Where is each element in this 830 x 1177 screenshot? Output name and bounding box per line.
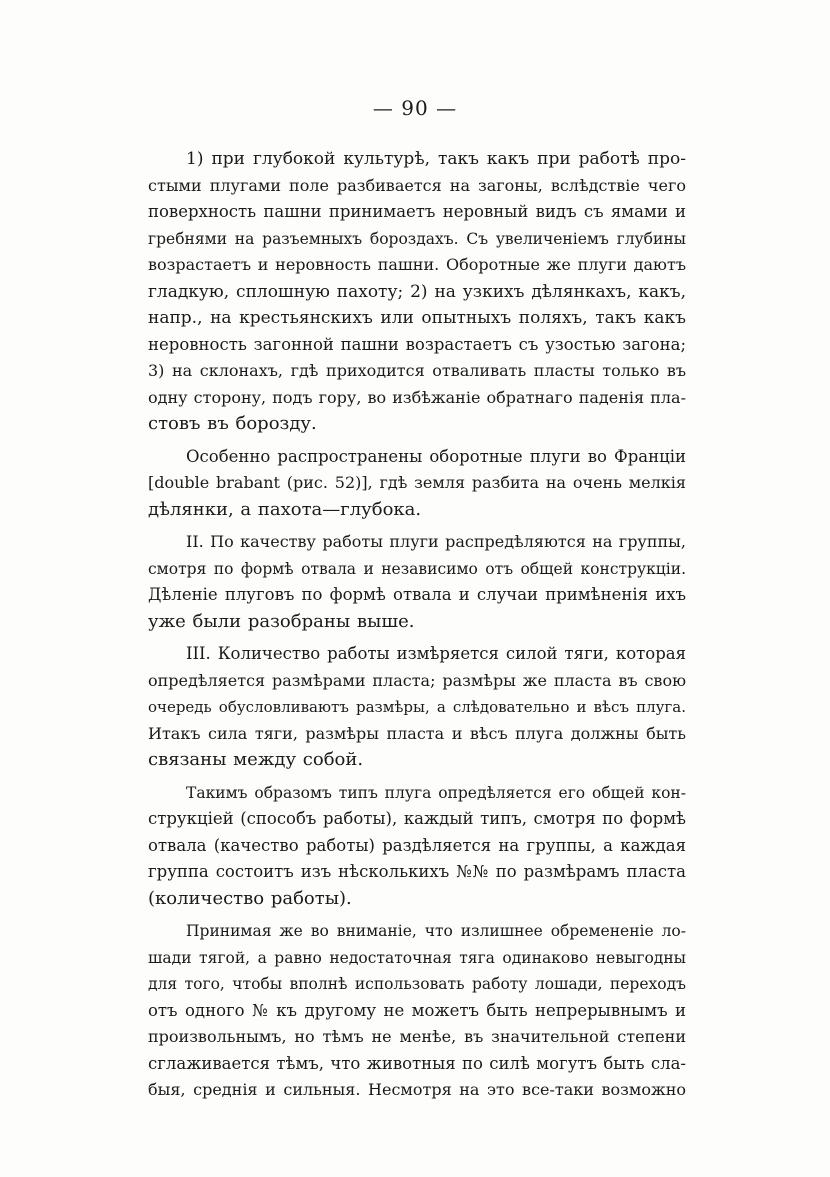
- text-line: Дѣленіе плуговъ по формѣ отвала и случаи примѣненія ихъ: [148, 585, 686, 604]
- text-line: 1) при глубокой культурѣ, такъ какъ при работѣ про-: [186, 149, 686, 169]
- text-line: напр., на крестьянскихъ или опытныхъ поляхъ, такъ какъ: [148, 308, 686, 328]
- text-line: шади тягой, а равно недостаточная тяга одинаково невыгодны: [148, 948, 686, 967]
- text-line: для того, чтобы вполнѣ использовать работу лошади, переходъ: [148, 975, 686, 993]
- text-line: III. Количество работы измѣряется силой тяги, которая: [186, 644, 686, 663]
- text-line: неровность загонной пашни возрастаетъ съ узостью загона;: [148, 334, 686, 354]
- text-line: стыми плугами поле разбивается на загоны, вслѣдствіе чего: [148, 175, 686, 195]
- text-line: II. По качеству работы плуги распредѣляются на группы,: [186, 532, 686, 551]
- text-line: быя, среднія и сильныя. Несмотря на это все-таки возможно: [148, 1080, 686, 1099]
- text-line: стовъ въ борозду.: [148, 413, 317, 434]
- text-line: 3) на склонахъ, гдѣ приходится отваливать пласты только въ: [148, 361, 686, 380]
- text-line: отъ одного № къ другому не можетъ быть непрерывнымъ и: [148, 1000, 686, 1020]
- text-line: струкціей (способъ работы), каждый типъ, смотря по формѣ: [148, 809, 686, 828]
- text-line: поверхность пашни принимаетъ неровный видъ съ ямами и: [148, 202, 686, 221]
- page-number: — 90 —: [372, 96, 458, 120]
- text-line: уже были разобраны выше.: [148, 610, 415, 632]
- text-line: смотря по формѣ отвала и независимо отъ общей конструкціи.: [148, 559, 686, 578]
- text-line: очередь обусловливаютъ размѣры, а слѣдовательно и вѣсъ плуга.: [148, 698, 686, 716]
- text-line: отвала (качество работы) раздѣляется на группы, а каждая: [148, 835, 686, 855]
- text-line: опредѣляется размѣрами пласта; размѣры же пласта въ свою: [148, 670, 686, 690]
- text-line: дѣлянки, а пахота—глубока.: [148, 498, 422, 520]
- text-line: Такимъ образомъ типъ плуга опредѣляется его общей кон-: [186, 783, 686, 802]
- text-line: [double brabant (рис. 52)], гдѣ земля разбита на очень мелкія: [148, 473, 686, 492]
- paragraph-2: [148, 444, 686, 524]
- text-line: возрастаетъ и неровность пашни. Оборотные же плуги даютъ: [148, 255, 686, 274]
- paragraph-6: [148, 918, 686, 1104]
- text-line: (количество работы).: [148, 887, 352, 909]
- text-line: связаны между собой.: [148, 749, 364, 770]
- body-text: [148, 146, 686, 1110]
- text-line: Принимая же во вниманіе, что излишнее обремененіе ло-: [186, 922, 686, 940]
- text-line: сглаживается тѣмъ, что животныя по силѣ могутъ быть сла-: [148, 1053, 686, 1073]
- text-line: гладкую, сплошную пахоту; 2) на узкихъ дѣлянкахъ, какъ,: [148, 281, 686, 302]
- text-line: произвольнымъ, но тѣмъ не менѣе, въ значительной степени: [148, 1027, 686, 1046]
- paragraph-5: [148, 780, 686, 913]
- text-line: Особенно распространены оборотные плуги во Франціи: [186, 446, 686, 466]
- text-line: гребнями на разъемныхъ бороздахъ. Съ увеличеніемъ глубины: [148, 229, 686, 248]
- text-line: Итакъ сила тяги, размѣры пласта и вѣсъ плуга должны быть: [148, 723, 686, 743]
- paragraph-3: [148, 529, 686, 635]
- text-line: одну сторону, подъ гору, во избѣжаніе обратнаго паденія пла-: [148, 387, 686, 407]
- text-line: группа состоитъ изъ нѣсколькихъ №№ по размѣрамъ пласта: [148, 862, 686, 881]
- paragraph-4: [148, 641, 686, 774]
- paragraph-1: [148, 146, 686, 438]
